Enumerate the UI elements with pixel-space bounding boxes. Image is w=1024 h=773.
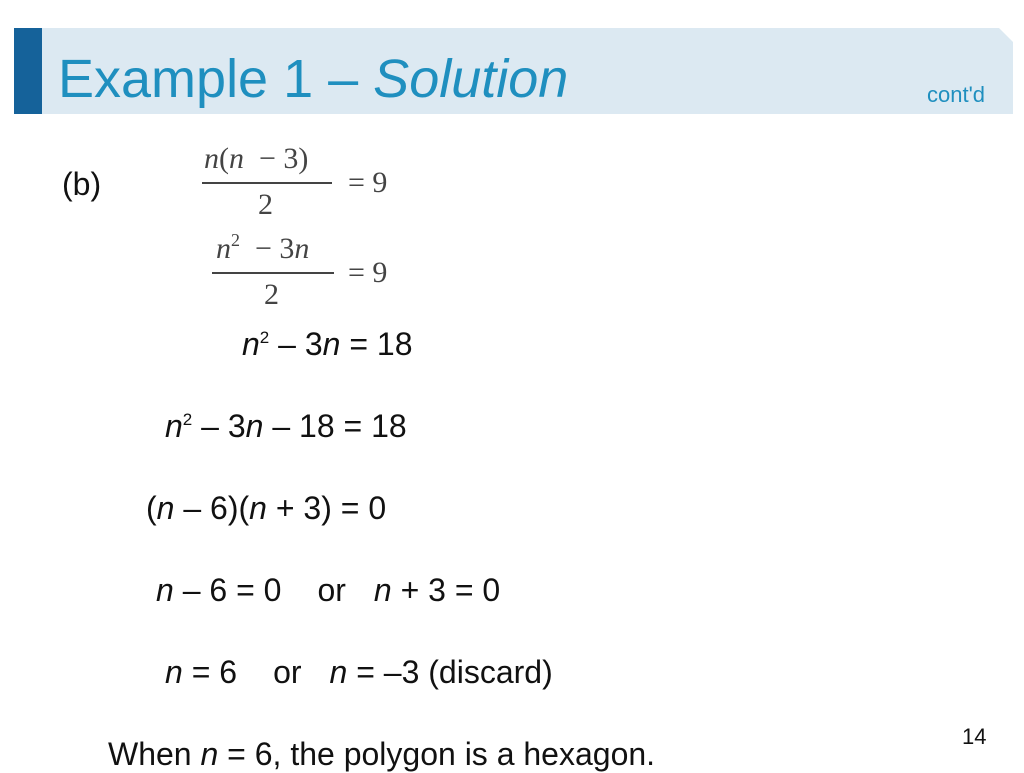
equation-step-5: (n – 6)(n + 3) = 0	[146, 490, 387, 526]
fraction-2-denominator: 2	[264, 278, 279, 311]
title-accent-bar	[14, 28, 42, 114]
title-italic: Solution	[373, 49, 569, 109]
fraction-2-rhs: = 9	[348, 256, 388, 289]
fraction-1-rhs: = 9	[348, 166, 388, 199]
equation-fraction-1	[200, 142, 420, 224]
fraction-2-bar	[212, 272, 334, 274]
equation-step-6: n – 6 = 0 or n + 3 = 0	[156, 572, 501, 608]
fraction-2-numerator: $n^2 - 3n$	[216, 230, 310, 265]
fraction-1-bar	[202, 182, 332, 184]
equation-fraction-2	[212, 232, 432, 314]
page-number: 14	[962, 724, 987, 749]
equation-step-4: $n^2 - 3n - 18 = 18$	[165, 408, 407, 444]
or-word: or	[317, 572, 346, 608]
part-label: (b)	[62, 166, 102, 202]
continued-label: cont'd	[927, 82, 986, 107]
fraction-1-denominator: 2	[258, 188, 273, 221]
title-main: Example 1 –	[58, 49, 374, 109]
fraction-1-numerator: n(n − 3)	[204, 142, 309, 175]
equation-step-3: $n^2 - 3n = 18$	[242, 326, 413, 362]
conclusion-text: When n = 6, the polygon is a hexagon.	[108, 736, 656, 772]
equation-step-7: n = 6 or n = –3 (discard)	[165, 654, 553, 690]
or-word: or	[273, 654, 302, 690]
slide-title	[58, 44, 568, 114]
